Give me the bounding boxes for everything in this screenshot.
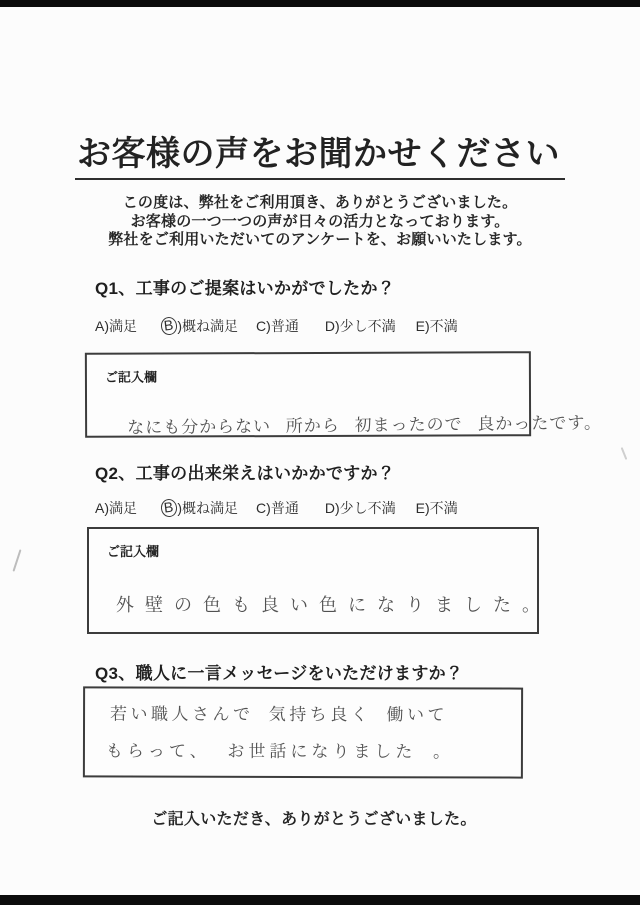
q2-box-label: ご記入欄	[107, 544, 160, 559]
q2-option-b-circle-mark: B	[160, 498, 178, 518]
q2-option-d-letter: D	[324, 500, 335, 516]
q1-option-e-paren: )	[424, 318, 430, 334]
q3-handwritten-answer-line2: もらって、 お世話になりました 。	[105, 741, 455, 762]
q2-option-d	[325, 498, 396, 518]
intro-line-3: 弊社をご利用いただいてのアンケートを、お願いいたします。	[108, 231, 532, 248]
q1-option-a-letter: A	[95, 318, 105, 334]
q1-option-d	[325, 316, 396, 336]
closing-thanks-text: ご記入いただき、ありがとうございました。	[151, 811, 477, 828]
page-title	[0, 126, 640, 180]
q2-option-a-label: 満足	[109, 500, 138, 516]
q1-option-c	[256, 316, 299, 336]
scan-edge-bottom	[0, 895, 640, 905]
scan-artifact-right-margin	[621, 447, 628, 460]
q1-option-b-circle-mark: B	[160, 316, 178, 336]
q1-option-c-letter: C	[256, 318, 267, 334]
q1-option-c-label: 普通	[270, 318, 299, 334]
q2-option-d-paren: )	[334, 500, 340, 516]
q1-answer-box	[85, 351, 603, 438]
q2-option-e-label: 不満	[429, 500, 458, 516]
q2-option-a-letter: A	[95, 500, 105, 516]
intro-line-2: お客様の一つ一つの声が日々の活力となっております。	[130, 212, 510, 230]
q3-heading: Q3、職人に一言メッセージをいただけますか？	[95, 664, 464, 683]
q1-option-e-letter: E	[415, 318, 425, 334]
q2-option-c-label: 普通	[270, 500, 299, 516]
q1-option-a	[95, 316, 137, 336]
q1-option-a-paren: )	[104, 318, 110, 334]
q2-handwritten-answer: 外壁の色も良い色になりました。	[116, 595, 551, 615]
q2-option-e-letter: E	[415, 500, 425, 516]
q2-option-e	[416, 498, 458, 518]
q1-option-c-paren: )	[266, 318, 271, 334]
page-title-text: お客様の声をお聞かせください	[75, 126, 565, 180]
q1-box-label: ご記入欄	[104, 369, 157, 385]
q2-options	[95, 498, 458, 518]
q1-option-d-label: 少し不満	[339, 318, 396, 334]
q1-option-b-selected	[163, 316, 238, 336]
intro-text	[0, 194, 640, 250]
q2-option-b-selected	[163, 498, 238, 518]
q2-heading: Q2、工事の出来栄えはいかかですか？	[95, 464, 396, 483]
q1-option-b-label: 概ね満足	[182, 318, 239, 334]
q1-option-e-label: 不満	[429, 318, 458, 334]
q2-option-c-letter: C	[256, 500, 267, 516]
q1-heading: Q1、工事のご提案はいかがでしたか？	[95, 279, 396, 298]
q1-option-a-label: 満足	[109, 318, 138, 334]
q2-option-a	[95, 498, 137, 518]
q2-option-b-paren: )	[177, 500, 183, 516]
q1-option-d-paren: )	[334, 318, 340, 334]
q3-answer-box	[83, 686, 523, 778]
scan-edge-top	[0, 0, 640, 7]
q2-answer-box	[87, 527, 551, 634]
q1-option-d-letter: D	[324, 318, 335, 334]
q2-option-a-paren: )	[104, 500, 110, 516]
q3-handwritten-answer-line1: 若い職人さんで 気持ち良く 働いて	[110, 704, 449, 725]
q1-options	[95, 316, 458, 336]
q2-option-d-label: 少し不満	[339, 500, 396, 516]
intro-line-1: この度は、弊社をご利用頂き、ありがとうございました。	[122, 194, 518, 211]
scan-artifact-left-margin	[12, 549, 21, 571]
q1-option-e	[416, 316, 458, 336]
q2-option-b-label: 概ね満足	[182, 500, 239, 516]
q1-handwritten-answer: なにも分からない 所から 初まったので 良かったです。	[127, 413, 603, 438]
q2-option-e-paren: )	[424, 500, 430, 516]
q2-option-c	[256, 498, 299, 518]
q1-option-b-paren: )	[177, 318, 183, 334]
q2-option-c-paren: )	[266, 500, 271, 516]
